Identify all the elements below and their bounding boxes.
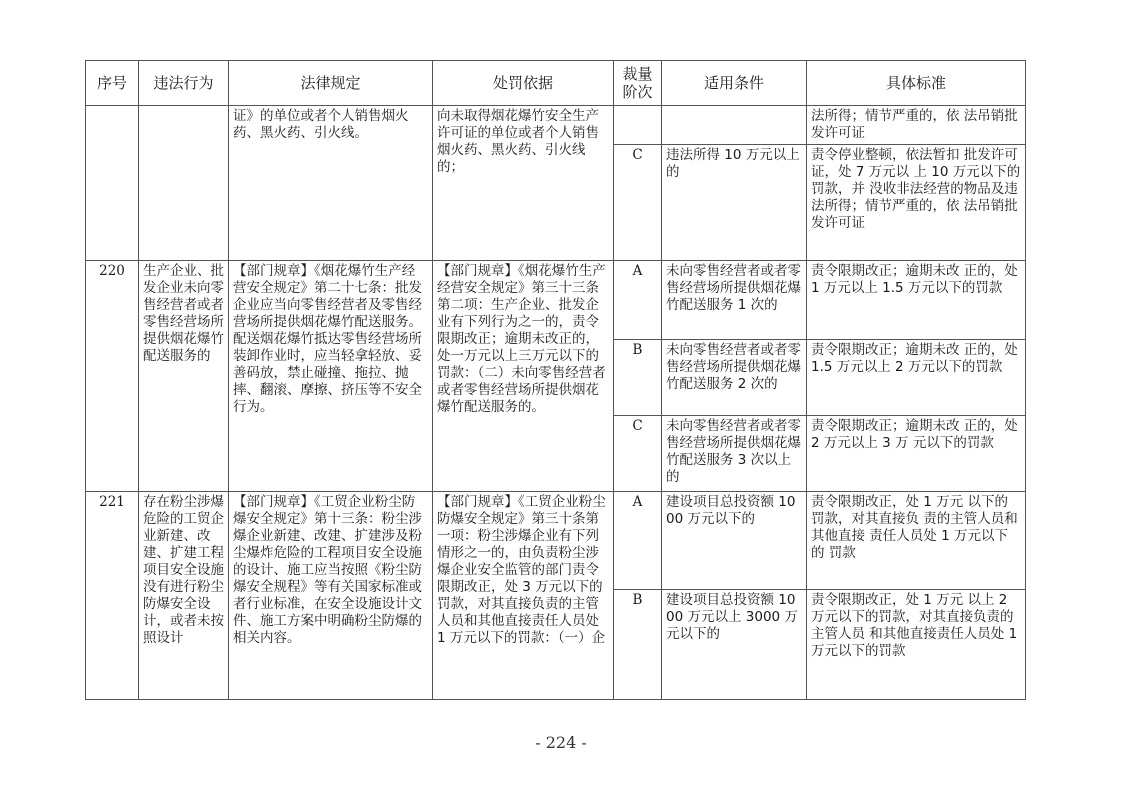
header-seq: 序号 bbox=[86, 61, 139, 106]
cont-seq-cell bbox=[86, 106, 139, 261]
header-std: 具体标准 bbox=[807, 61, 1026, 106]
header-law: 法律规定 bbox=[229, 61, 433, 106]
row-220-std-b: 责令限期改正；逾期未改 正的，处 1.5 万元以上 2 万元以下的罚款 bbox=[807, 340, 1026, 416]
row-220-std-c: 责令限期改正；逾期未改 正的，处 2 万元以上 3 万 元以下的罚款 bbox=[807, 416, 1026, 492]
row-220-cond-c: 未向零售经营者或者零售经营场所提供烟花爆竹配送服务 3 次以上的 bbox=[662, 416, 807, 492]
cont-std-cell: 法所得；情节严重的，依 法吊销批发许可证 bbox=[807, 106, 1026, 145]
row-220-number: 220 bbox=[86, 261, 139, 492]
row-221-cond-b: 建设项目总投资额 1000 万元以上 3000 万元以下的 bbox=[662, 590, 807, 700]
header-row bbox=[86, 61, 1026, 106]
row-221-basis: 【部门规章】《工贸企业粉尘防爆安全规定》第三十条第一项：粉尘涉爆企业有下列情形之一的，由负责粉尘涉爆企业安全监管的部门责令限期改正，处 3 万元以下的罚款，对其直接负责的主管人员和其他直接责任人员处 1 万元以下的罚款：（一）企 bbox=[433, 492, 614, 700]
table-row bbox=[86, 261, 1026, 340]
cont-cond-cell bbox=[662, 106, 807, 145]
row-221-cond-a: 建设项目总投资额 1000 万元以下的 bbox=[662, 492, 807, 590]
table-row bbox=[86, 492, 1026, 590]
cont-level-c: C bbox=[614, 145, 662, 261]
cont-act-cell bbox=[139, 106, 229, 261]
cont-std-c: 责令停业整顿，依法暂扣 批发许可证，处 7 万元以 上 10 万元以下的罚款，并 没收非法经营的物品及违 法所得；情节严重的，依 法吊销批发许可证 bbox=[807, 145, 1026, 261]
row-220-level-b: B bbox=[614, 340, 662, 416]
row-220-level-a: A bbox=[614, 261, 662, 340]
regulation-table bbox=[85, 60, 1026, 700]
row-220-cond-b: 未向零售经营者或者零售经营场所提供烟花爆竹配送服务 2 次的 bbox=[662, 340, 807, 416]
row-221-std-a: 责令限期改正，处 1 万元 以下的罚款，对其直接负 责的主管人员和其他直接 责任人员处 1 万元以下的 罚款 bbox=[807, 492, 1026, 590]
row-220-cond-a: 未向零售经营者或者零售经营场所提供烟花爆竹配送服务 1 次的 bbox=[662, 261, 807, 340]
row-220-level-c: C bbox=[614, 416, 662, 492]
header-level: 裁量阶次 bbox=[614, 61, 662, 106]
row-221-law: 【部门规章】《工贸企业粉尘防爆安全规定》第十三条：粉尘涉爆企业新建、改建、扩建涉及粉尘爆炸危险的工程项目安全设施的设计、施工应当按照《粉尘防爆安全规程》等有关国家标准或者行业标准，在安全设施设计文件、施工方案中明确粉尘防爆的相关内容。 bbox=[229, 492, 433, 700]
header-basis: 处罚依据 bbox=[433, 61, 614, 106]
header-act: 违法行为 bbox=[139, 61, 229, 106]
row-221-number: 221 bbox=[86, 492, 139, 700]
row-220-law: 【部门规章】《烟花爆竹生产经营安全规定》第二十七条：批发企业应当向零售经营者及零售经营场所提供烟花爆竹配送服务。配送烟花爆竹抵达零售经营场所装卸作业时，应当轻拿轻放、妥善码放，禁止碰撞、拖拉、抛摔、翻滚、摩擦、挤压等不安全行为。 bbox=[229, 261, 433, 492]
row-220-act: 生产企业、批发企业未向零售经营者或者零售经营场所提供烟花爆竹配送服务的 bbox=[139, 261, 229, 492]
cont-law-cell: 证》的单位或者个人销售烟火药、黑火药、引火线。 bbox=[229, 106, 433, 261]
table-row bbox=[86, 106, 1026, 145]
row-220-basis: 【部门规章】《烟花爆竹生产经营安全规定》第三十三条第二项：生产企业、批发企业有下列行为之一的，责令限期改正；逾期未改正的，处一万元以上三万元以下的罚款：（二）未向零售经营者或者零售经营场所提供烟花爆竹配送服务的。 bbox=[433, 261, 614, 492]
row-221-std-b: 责令限期改正，处 1 万元 以上 2 万元以下的罚款，对其直接负责的主管人员 和其他直接责任人员处 1 万元以下的罚款 bbox=[807, 590, 1026, 700]
header-cond: 适用条件 bbox=[662, 61, 807, 106]
row-220-std-a: 责令限期改正；逾期未改 正的，处 1 万元以上 1.5 万元以下的罚款 bbox=[807, 261, 1026, 340]
row-221-act: 存在粉尘涉爆危险的工贸企业新建、改建、扩建工程项目安全设施没有进行粉尘防爆安全设计，或者未按照设计 bbox=[139, 492, 229, 700]
row-221-level-b: B bbox=[614, 590, 662, 700]
cont-cond-c: 违法所得 10 万元以上的 bbox=[662, 145, 807, 261]
cont-level-cell bbox=[614, 106, 662, 145]
cont-basis-cell: 向未取得烟花爆竹安全生产许可证的单位或者个人销售烟火药、黑火药、引火线的； bbox=[433, 106, 614, 261]
row-221-level-a: A bbox=[614, 492, 662, 590]
page-number: - 224 - bbox=[535, 733, 587, 752]
